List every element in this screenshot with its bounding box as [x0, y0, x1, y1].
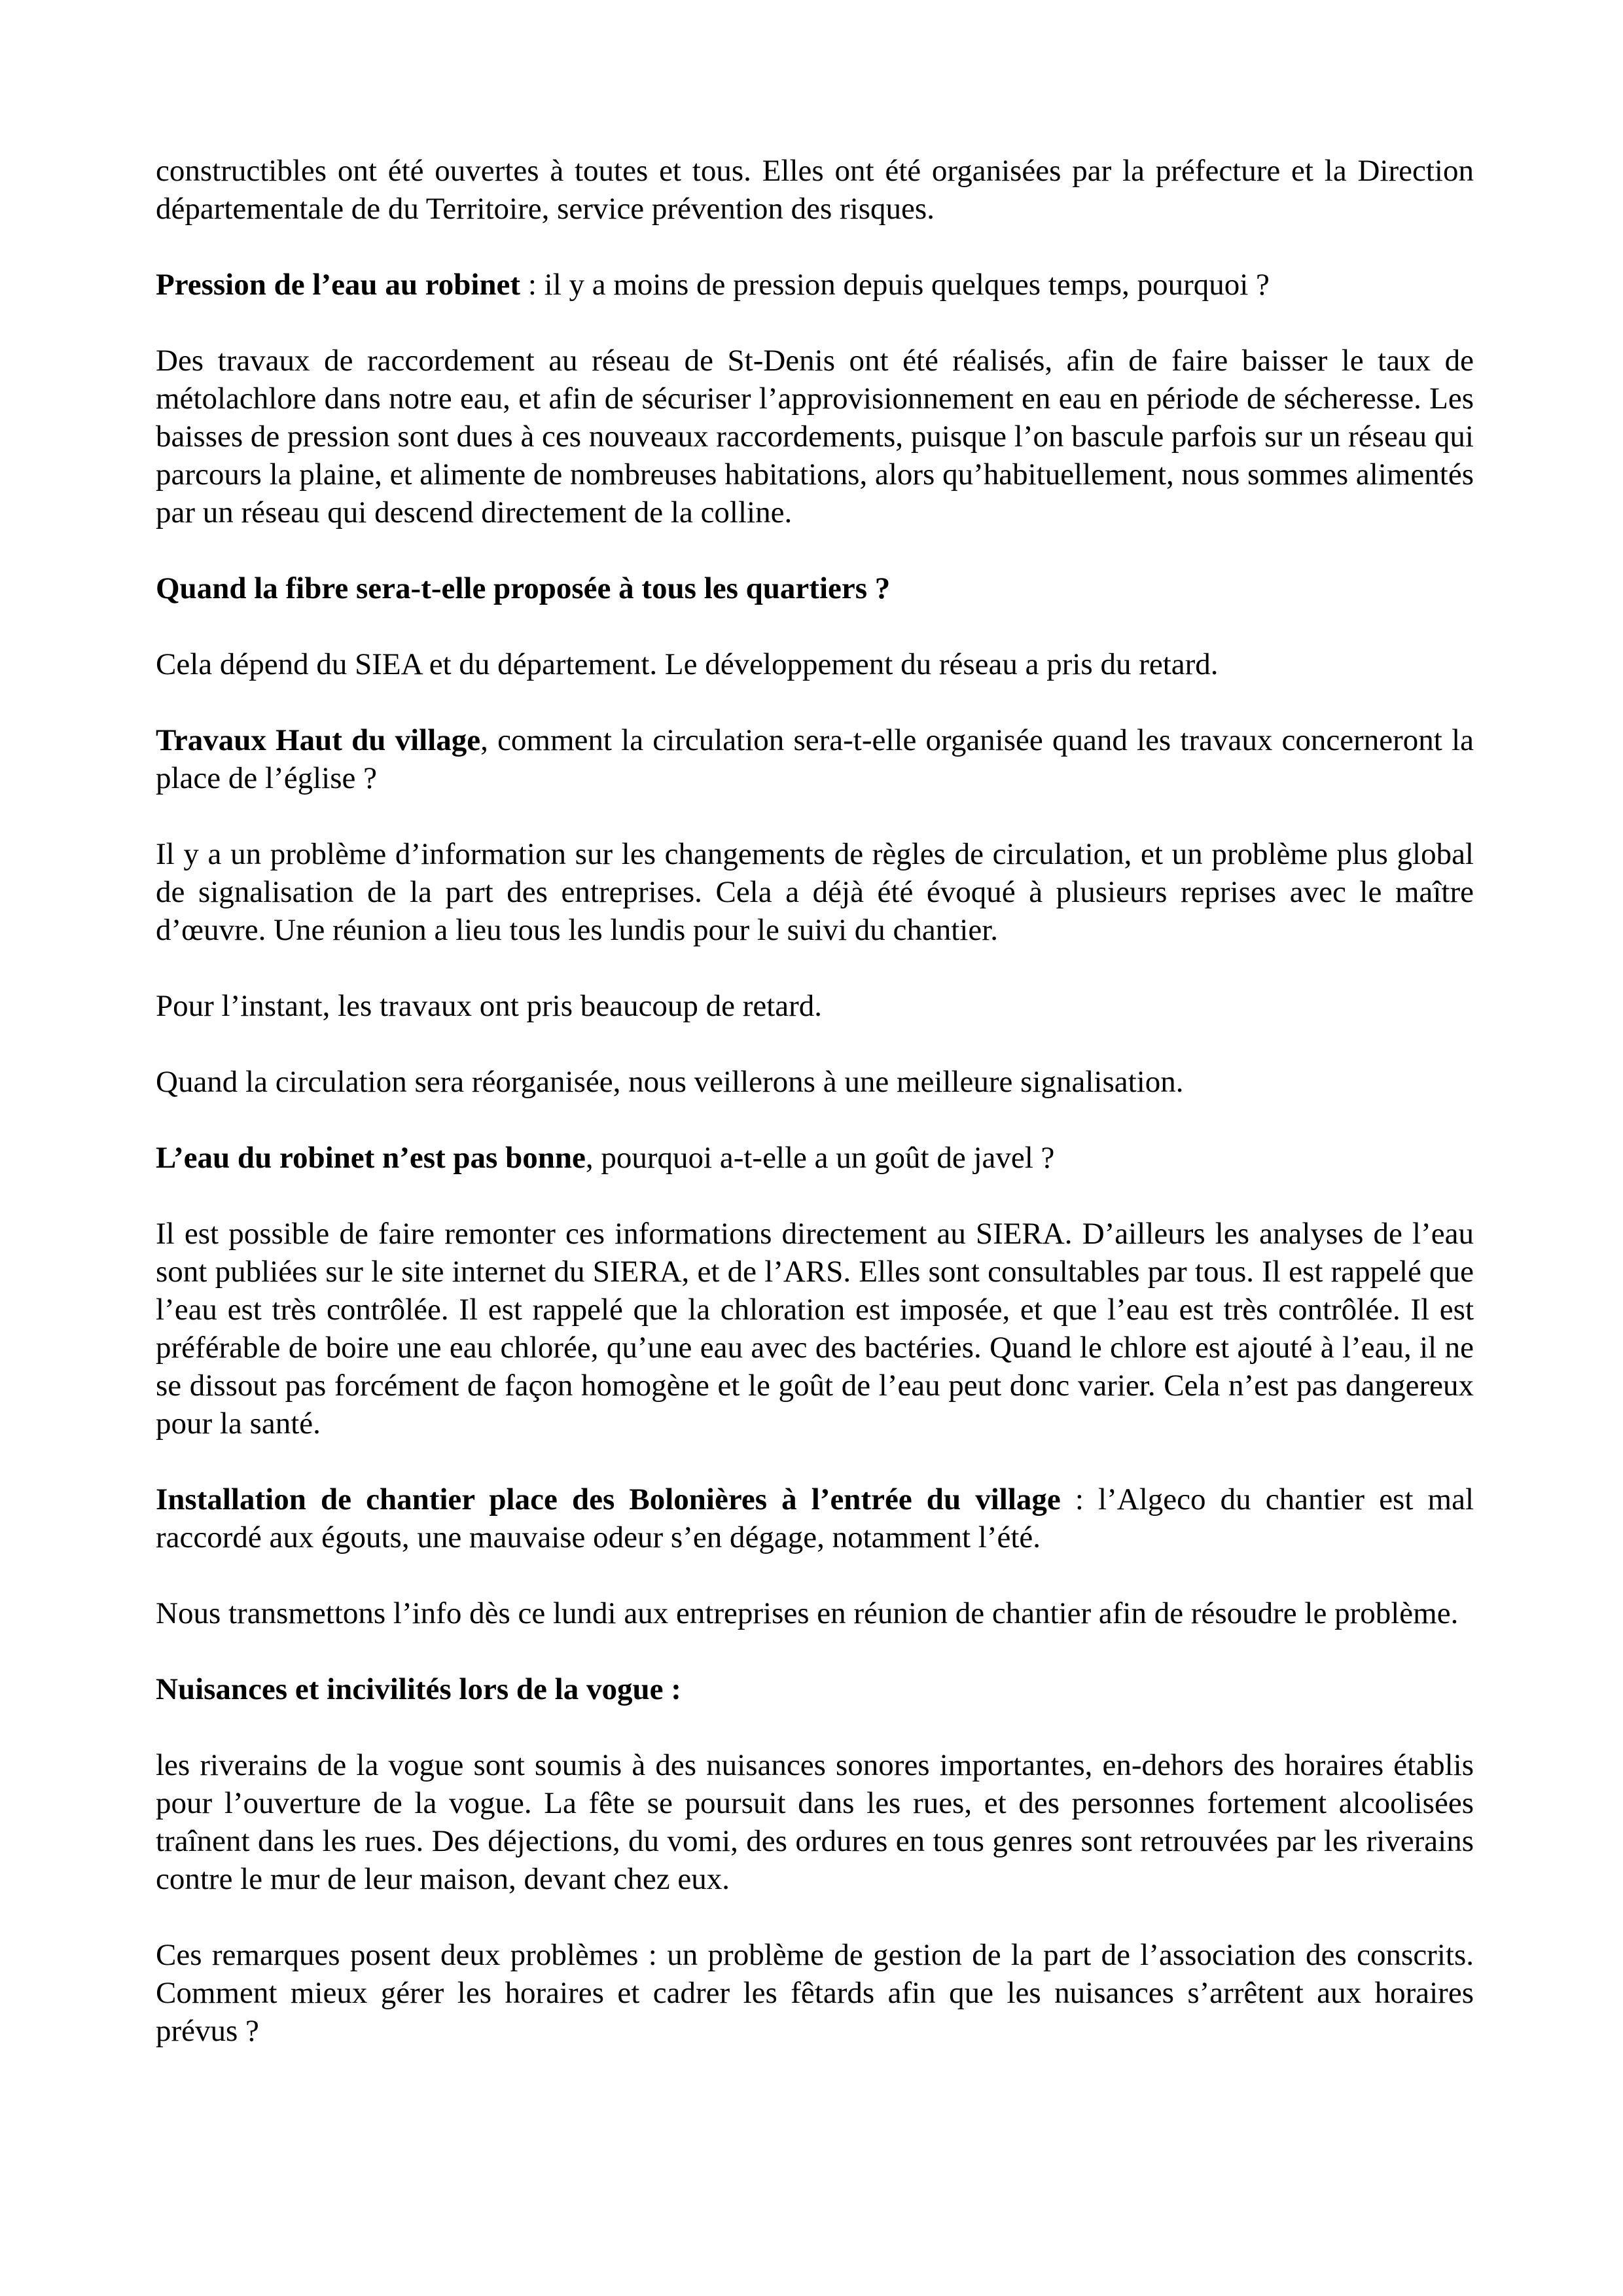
answer-text: Il y a un problème d’information sur les changements de règles de circulation, et un problème plus global de signalisation de la part des entreprises. Cela a déjà été évoqué à plusieurs reprises avec le maître d’œuvre. Une réunion a lieu tous les lundis pour le suivi du chantier. — [156, 837, 1474, 947]
paragraph-risk-zones — [156, 152, 1474, 228]
answer-fiber — [156, 645, 1474, 683]
answer-water-pressure — [156, 342, 1474, 531]
answer-village-works — [156, 835, 1474, 949]
question-vogue-nuisances — [156, 1670, 1474, 1708]
answer-text: Cela dépend du SIEA et du département. Le développement du réseau a pris du retard. — [156, 647, 1219, 681]
answer-text: Il est possible de faire remonter ces informations directement au SIERA. D’ailleurs les analyses de l’eau sont publiées sur le site internet du SIERA, et de l’ARS. Elles sont consultables par tous. Il est rappelé que l’eau est très contrôlée. Il est rappelé que la chloration est imposée, et que l’eau est très contrôlée. Il est préférable de boire une eau chlorée, qu’une eau avec des bactéries. Quand le chlore est ajouté à l’eau, il ne se dissout pas forcément de façon homogène et le goût de l’eau peut donc varier. Cela n’est pas dangereux pour la santé. — [156, 1217, 1474, 1441]
question-site-installation — [156, 1480, 1474, 1556]
question-village-works — [156, 721, 1474, 797]
answer-text: Pour l’instant, les travaux ont pris beaucoup de retard. — [156, 989, 823, 1023]
question-text: : il y a moins de pression depuis quelques temps, pourquoi ? — [520, 268, 1270, 302]
paragraph-text: les riverains de la vogue sont soumis à des nuisances sonores importantes, en-dehors des horaires établis pour l’ouverture de la vogue. La fête se poursuit dans les rues, et des personnes fortement alcoolisées traînent dans les rues. Des déjections, du vomi, des ordures en tous genres sont retrouvées par les riverains contre le mur de leur maison, devant chez eux. — [156, 1748, 1474, 1896]
answer-tap-water — [156, 1215, 1474, 1443]
question-text: , pourquoi a-t-elle a un goût de javel ? — [585, 1141, 1055, 1175]
answer-text: Des travaux de raccordement au réseau de St-Denis ont été réalisés, afin de faire baisser le taux de métolachlore dans notre eau, et afin de sécuriser l’approvisionnement en eau en période de sécheresse. Les baisses de pression sont dues à ces nouveaux raccordements, puisque l’on bascule parfois sur un réseau qui parcours la plaine, et alimente de nombreuses habitations, alors qu’habituellement, nous sommes alimentés par un réseau qui descend directement de la colline. — [156, 344, 1474, 529]
question-fiber — [156, 569, 1474, 607]
answer-text: Nous transmettons l’info dès ce lundi aux entreprises en réunion de chantier afin de résoudre le problème. — [156, 1596, 1459, 1630]
answer-vogue-nuisances — [156, 1936, 1474, 2050]
question-heading: Quand la fibre sera-t-elle proposée à tous les quartiers ? — [156, 571, 891, 605]
question-text: : l’Algeco du chantier est mal raccordé aux égouts, une mauvaise odeur s’en dégage, notamment l’été. — [156, 1482, 1474, 1554]
question-tap-water — [156, 1139, 1474, 1177]
description-vogue-nuisances — [156, 1746, 1474, 1898]
question-water-pressure — [156, 266, 1474, 304]
question-heading: Travaux Haut du village — [156, 723, 481, 757]
answer-signage — [156, 1063, 1474, 1101]
question-heading: Nuisances et incivilités lors de la vogue : — [156, 1672, 681, 1706]
answer-site-installation — [156, 1594, 1474, 1632]
question-heading: L’eau du robinet n’est pas bonne — [156, 1141, 586, 1175]
answer-works-delay — [156, 987, 1474, 1025]
document-page — [156, 152, 1474, 2050]
answer-text: Ces remarques posent deux problèmes : un problème de gestion de la part de l’association des conscrits. Comment mieux gérer les horaires et cadrer les fêtards afin que les nuisances s’arrêtent aux horaires prévus ? — [156, 1938, 1474, 2048]
answer-text: Quand la circulation sera réorganisée, nous veillerons à une meilleure signalisation. — [156, 1065, 1184, 1099]
paragraph-text: constructibles ont été ouvertes à toutes et tous. Elles ont été organisées par la préfecture et la Direction départementale de du Territoire, service prévention des risques. — [156, 154, 1474, 226]
question-heading: Installation de chantier place des Bolonières à l’entrée du village — [156, 1482, 1061, 1516]
question-text: , comment la circulation sera-t-elle organisée quand les travaux concerneront la place de l’église ? — [156, 723, 1474, 795]
question-heading: Pression de l’eau au robinet — [156, 268, 521, 302]
